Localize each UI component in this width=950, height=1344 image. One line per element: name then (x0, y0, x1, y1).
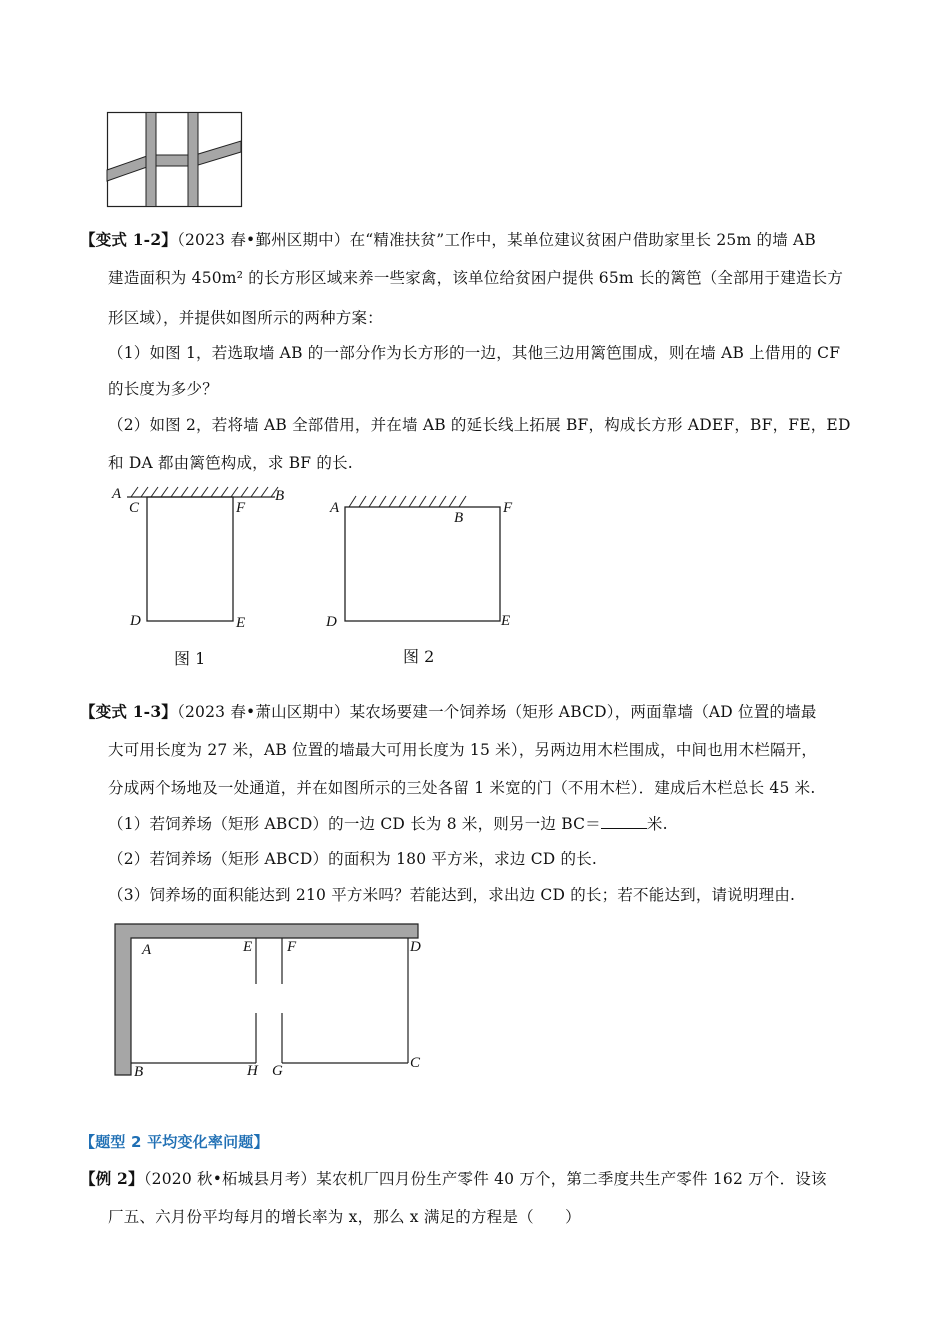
farm-label-e: E (243, 939, 253, 955)
figure-1-caption: 图 1 (174, 649, 206, 668)
farm-label-h: H (247, 1063, 258, 1079)
fig1-label-e: E (236, 615, 246, 631)
fig1-label-a: A (112, 486, 122, 502)
farm-label-b: B (134, 1064, 144, 1080)
variant-1-2-label: 【变式 1-2】 (80, 230, 177, 249)
variant-1-2-q1-line-1: （1）如图 1，若选取墙 AB 的一部分作为长方形的一边，其他三边用篱笆围成，则在墙 AB 上借用的 CF (108, 344, 841, 362)
example-2-line-2: 厂五、六月份平均每月的增长率为 x，那么 x 满足的方程是（ ） (108, 1208, 581, 1226)
farm-label-a: A (142, 942, 152, 958)
fig2-label-f: F (503, 500, 513, 516)
fig2-label-a: A (330, 500, 340, 516)
variant-1-3-line-3: 分成两个场地及一处通道，并在如图所示的三处各留 1 米宽的门（不用木栏）．建成后木栏总长 45 米. (108, 779, 816, 797)
example-2-label: 【例 2】 (80, 1169, 144, 1188)
farm-label-g: G (272, 1063, 283, 1079)
variant-1-2-q1-line-2: 的长度为多少？ (108, 380, 218, 398)
answer-blank (601, 814, 647, 829)
fig1-label-f: F (236, 500, 246, 516)
farm-label-f: F (287, 939, 297, 955)
variant-1-3-line-2: 大可用长度为 27 米，AB 位置的墙最大可用长度为 15 米），另两边用木栏围成，中间也用木栏隔开， (108, 741, 818, 759)
figure-2-caption: 图 2 (403, 647, 435, 666)
variant-1-2-line-3: 形区域），并提供如图所示的两种方案： (108, 309, 383, 327)
variant-1-3-line-1: 【变式 1-3】（2023 春•萧山区期中）某农场要建一个饲养场（矩形 ABCD），两面靠墙（AD 位置的墙最 (80, 702, 817, 721)
figure-1-diagram (125, 485, 285, 625)
variant-1-3-q2: （2）若饲养场（矩形 ABCD）的面积为 180 平方米，求边 CD 的长. (108, 850, 598, 868)
farm-label-c: C (410, 1055, 421, 1071)
fig1-label-c: C (129, 500, 140, 516)
variant-1-3-q1: （1）若饲养场（矩形 ABCD）的一边 CD 长为 8 米，则另一边 BC＝ 米. (108, 815, 668, 833)
farm-enclosure-diagram (115, 924, 420, 1079)
fig2-label-b: B (454, 510, 464, 526)
variant-1-2-q2-line-1: （2）如图 2，若将墙 AB 全部借用，并在墙 AB 的延长线上拓展 BF，构成长方形 ADEF，BF，FE，ED (108, 416, 851, 434)
example-2-line-1: 【例 2】（2020 秋•柘城县月考）某农机厂四月份生产零件 40 万个，第二季度共生产零件 162 万个．设该 (80, 1169, 827, 1188)
fig1-label-b: B (275, 488, 285, 504)
variant-1-3-q3: （3）饲养场的面积能达到 210 平方米吗？若能达到，求出边 CD 的长；若不能达到，请说明理由. (108, 886, 796, 904)
farm-label-d: D (410, 939, 421, 955)
variant-1-3-label: 【变式 1-3】 (80, 702, 177, 721)
fig2-label-e: E (501, 613, 511, 629)
fig2-label-d: D (326, 614, 337, 630)
fig1-label-d: D (130, 613, 141, 629)
variant-1-2-line-1: 【变式 1-2】（2023 春•鄞州区期中）在“精准扶贫”工作中，某单位建议贫困户借助家里长 25m 的墙 AB (80, 230, 817, 249)
variant-1-2-line-2: 建造面积为 450m² 的长方形区域来养一些家禽，该单位给贫困户提供 65m 长的篱笆（全部用于建造长方 (108, 269, 844, 287)
top-grid-figure (107, 112, 243, 208)
variant-1-2-q2-line-2: 和 DA 都由篱笆构成，求 BF 的长. (108, 454, 353, 472)
section-2-heading: 【题型 2 平均变化率问题】 (80, 1133, 269, 1151)
figure-2-diagram (345, 492, 505, 624)
